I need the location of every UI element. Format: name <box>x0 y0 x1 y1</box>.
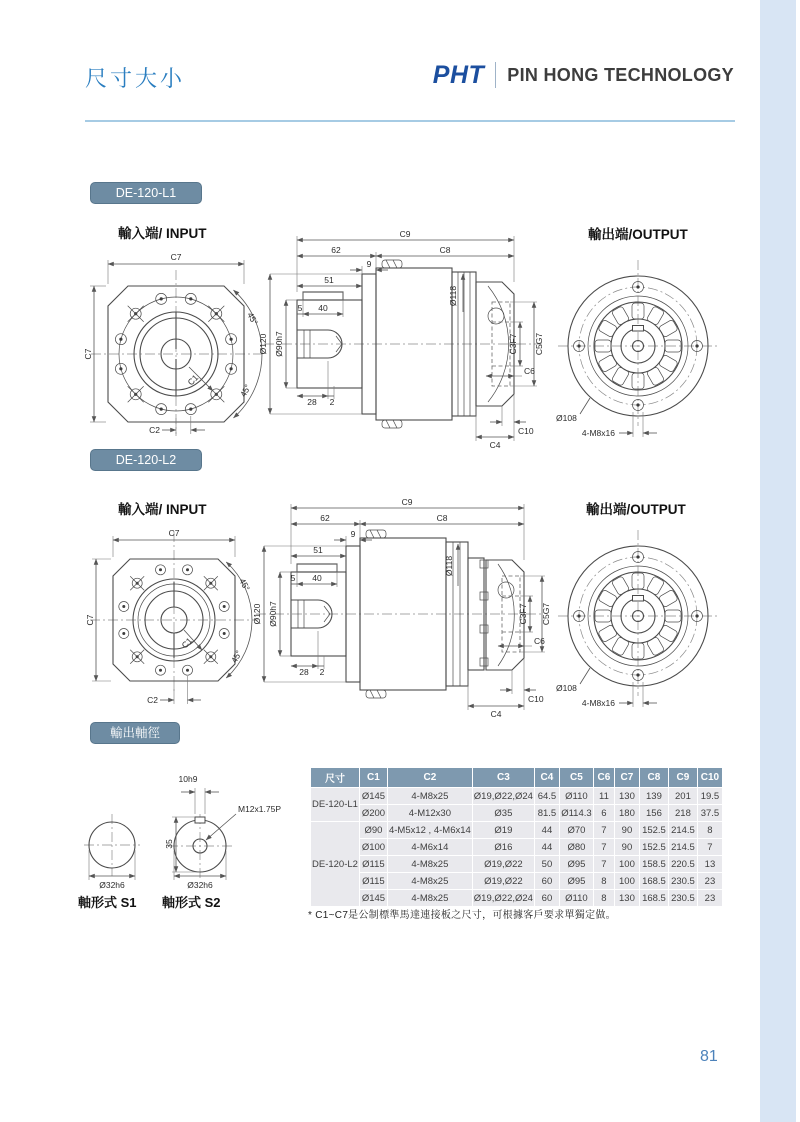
dim-label: 45° <box>237 382 253 399</box>
brand-divider <box>495 62 496 88</box>
dim-label: C5G7 <box>534 332 544 356</box>
table-row <box>311 822 723 839</box>
pht-logo: PHT <box>432 60 485 89</box>
dim-label: Ø120 <box>252 603 262 625</box>
table-cell: Ø16 <box>472 839 534 856</box>
dim-label: 9 <box>366 259 372 269</box>
table-cell: 44 <box>534 839 559 856</box>
dim-label: C7 <box>170 252 182 262</box>
dim-label: M12x1.75P <box>238 804 281 814</box>
dim-label: Ø108 <box>556 413 577 423</box>
l1-side-view-drawing <box>252 226 547 451</box>
output-shaft-badge: 輸出軸徑 <box>90 722 180 744</box>
dim-label: C2 <box>147 695 158 705</box>
dim-label: 45° <box>245 310 261 327</box>
table-cell: 7 <box>593 822 614 839</box>
table-cell: 100 <box>614 856 639 873</box>
table-cell: 23 <box>697 873 722 890</box>
table-footnote: * C1~C7是公制標準馬達連接板之尺寸，可根據客戶要求單獨定做。 <box>308 910 616 921</box>
dim-label: C8 <box>436 513 448 523</box>
table-cell: 8 <box>593 890 614 907</box>
l1-output-label: 輸出端/OUTPUT <box>588 227 688 242</box>
table-header-cell: C5 <box>559 768 593 788</box>
table-header-cell: C8 <box>639 768 668 788</box>
dim-label: 35 <box>164 839 174 849</box>
table-cell: Ø110 <box>559 890 593 907</box>
table-cell: 44 <box>534 822 559 839</box>
table-cell: Ø110 <box>559 788 593 805</box>
dim-label: C6 <box>524 366 535 376</box>
table-cell: 218 <box>668 805 697 822</box>
l2-input-label: 輸入端/ INPUT <box>118 502 207 517</box>
right-accent-band <box>760 0 796 1122</box>
table-cell: 4-M5x12 , 4-M6x14 <box>387 822 472 839</box>
table-header-cell: C4 <box>534 768 559 788</box>
table-row <box>311 856 723 873</box>
table-cell: 201 <box>668 788 697 805</box>
table-header-cell: C10 <box>697 768 722 788</box>
table-cell: 37.5 <box>697 805 722 822</box>
table-row <box>311 805 723 822</box>
l2-side-view-drawing <box>246 494 551 726</box>
dim-label: C10 <box>518 426 534 436</box>
table-cell: Ø100 <box>359 839 387 856</box>
dim-label: 4-M8x16 <box>581 428 615 438</box>
table-row <box>311 873 723 890</box>
dim-label: 51 <box>313 545 323 555</box>
brand-name: PIN HONG TECHNOLOGY <box>507 64 734 85</box>
table-cell: 4-M6x14 <box>387 839 472 856</box>
dim-label: C7 <box>85 614 95 626</box>
shaft-type-s1-label: 軸形式 S1 <box>78 895 137 910</box>
table-cell: 8 <box>697 822 722 839</box>
table-header-row <box>311 768 723 788</box>
table-cell: 50 <box>534 856 559 873</box>
table-cell: 130 <box>614 890 639 907</box>
dim-label: 62 <box>320 513 330 523</box>
table-cell: Ø200 <box>359 805 387 822</box>
dim-label: C3F7 <box>508 333 518 355</box>
dim-label: C7 <box>168 528 180 538</box>
brand-header <box>433 60 734 90</box>
table-cell: Ø145 <box>359 788 387 805</box>
dim-label: 2 <box>329 397 335 407</box>
table-cell: 152.5 <box>639 822 668 839</box>
dim-label: 45° <box>237 576 253 593</box>
dim-label: Ø90h7 <box>268 601 278 627</box>
table-cell: Ø19 <box>472 822 534 839</box>
table-cell: Ø35 <box>472 805 534 822</box>
dim-label: C2 <box>149 425 160 435</box>
table-cell: Ø114.3 <box>559 805 593 822</box>
dim-label: Ø118 <box>448 285 458 307</box>
table-header-cell: C1 <box>359 768 387 788</box>
dim-label: Ø108 <box>556 683 577 693</box>
table-row <box>311 788 723 805</box>
model-badge-de-120-l1: DE-120-L1 <box>90 182 202 204</box>
l1-input-view-drawing <box>83 246 266 436</box>
dim-label: 62 <box>331 245 341 255</box>
table-cell: Ø95 <box>559 856 593 873</box>
table-cell: 4-M8x25 <box>387 856 472 873</box>
dim-label: 28 <box>307 397 317 407</box>
table-group-cell: DE-120-L2 <box>311 822 360 907</box>
dim-label: Ø118 <box>444 555 454 577</box>
dim-label: 51 <box>324 275 334 285</box>
table-cell: 7 <box>697 839 722 856</box>
dim-label: C7 <box>83 348 93 360</box>
table-header-cell: C3 <box>472 768 534 788</box>
table-cell: Ø145 <box>359 890 387 907</box>
header-rule <box>85 120 735 122</box>
table-cell: 7 <box>593 856 614 873</box>
table-cell: 139 <box>639 788 668 805</box>
table-cell: 90 <box>614 822 639 839</box>
l2-output-view-drawing <box>552 518 724 710</box>
table-cell: 214.5 <box>668 839 697 856</box>
table-cell: 4-M8x25 <box>387 788 472 805</box>
table-cell: 11 <box>593 788 614 805</box>
shaft-type-s2-label: 軸形式 S2 <box>162 895 221 910</box>
table-group-cell: DE-120-L1 <box>311 788 360 822</box>
l1-input-label: 輸入端/ INPUT <box>118 226 207 241</box>
dimension-table <box>310 767 723 907</box>
table-cell: 4-M12x30 <box>387 805 472 822</box>
dim-label: C3F7 <box>518 603 528 625</box>
table-cell: Ø70 <box>559 822 593 839</box>
table-cell: 230.5 <box>668 873 697 890</box>
dim-label: 5 <box>297 303 303 313</box>
table-cell: 23 <box>697 890 722 907</box>
l2-output-label: 輸出端/OUTPUT <box>586 502 686 517</box>
table-cell: 168.5 <box>639 873 668 890</box>
dim-label: C9 <box>401 497 413 507</box>
table-row <box>311 890 723 907</box>
table-cell: Ø115 <box>359 856 387 873</box>
table-cell: 100 <box>614 873 639 890</box>
dim-label: 9 <box>350 529 356 539</box>
l2-input-view-drawing <box>85 524 261 705</box>
dim-label: C9 <box>399 229 411 239</box>
table-cell: Ø19,Ø22 <box>472 873 534 890</box>
shaft-s1-drawing <box>76 800 156 892</box>
dim-label: C1 <box>185 372 201 388</box>
dim-label: C1 <box>179 635 195 651</box>
dim-label: 28 <box>299 667 309 677</box>
dim-label: Ø120 <box>258 333 268 355</box>
table-header-cell: C7 <box>614 768 639 788</box>
table-cell: Ø90 <box>359 822 387 839</box>
dim-label: C10 <box>528 694 544 704</box>
dim-label: 45° <box>228 648 244 665</box>
table-cell: 214.5 <box>668 822 697 839</box>
table-cell: 60 <box>534 873 559 890</box>
table-cell: Ø115 <box>359 873 387 890</box>
table-cell: 220.5 <box>668 856 697 873</box>
table-header-cell: C9 <box>668 768 697 788</box>
dim-label: C5G7 <box>541 602 551 626</box>
dim-label: 5 <box>290 573 296 583</box>
dim-label: 40 <box>318 303 328 313</box>
table-cell: Ø80 <box>559 839 593 856</box>
page-title: 尺寸大小 <box>85 66 186 91</box>
table-cell: 156 <box>639 805 668 822</box>
table-cell: 81.5 <box>534 805 559 822</box>
dim-label: C4 <box>489 440 501 450</box>
dim-label: 4-M8x16 <box>581 698 615 708</box>
table-cell: Ø19,Ø22,Ø24 <box>472 890 534 907</box>
dim-label: C4 <box>490 709 502 719</box>
table-cell: 130 <box>614 788 639 805</box>
table-cell: 4-M8x25 <box>387 890 472 907</box>
table-cell: Ø19,Ø22,Ø24 <box>472 788 534 805</box>
dim-label: 40 <box>312 573 322 583</box>
table-cell: 13 <box>697 856 722 873</box>
shaft-s2-drawing <box>148 766 298 891</box>
table-row <box>311 839 723 856</box>
table-cell: 168.5 <box>639 890 668 907</box>
table-cell: 8 <box>593 873 614 890</box>
dim-label: C6 <box>534 636 545 646</box>
table-cell: Ø95 <box>559 873 593 890</box>
dim-label: 10h9 <box>178 774 198 784</box>
table-cell: 152.5 <box>639 839 668 856</box>
table-cell: 64.5 <box>534 788 559 805</box>
table-cell: 7 <box>593 839 614 856</box>
dim-label: Ø90h7 <box>274 331 284 357</box>
model-badge-de-120-l2: DE-120-L2 <box>90 449 202 471</box>
dim-label: Ø32h6 <box>99 880 125 890</box>
table-cell: 4-M8x25 <box>387 873 472 890</box>
table-cell: 6 <box>593 805 614 822</box>
table-cell: 60 <box>534 890 559 907</box>
dim-label: Ø32h6 <box>187 880 213 890</box>
table-cell: 90 <box>614 839 639 856</box>
table-cell: 19.5 <box>697 788 722 805</box>
table-cell: Ø19,Ø22 <box>472 856 534 873</box>
table-cell: 230.5 <box>668 890 697 907</box>
table-header-cell: C2 <box>387 768 472 788</box>
dim-label: 2 <box>319 667 325 677</box>
table-cell: 180 <box>614 805 639 822</box>
dim-label: C8 <box>439 245 451 255</box>
table-header-cell: 尺寸 <box>311 768 360 788</box>
page-number: 81 <box>700 1048 718 1065</box>
table-cell: 158.5 <box>639 856 668 873</box>
l1-output-view-drawing <box>552 248 724 440</box>
table-header-cell: C6 <box>593 768 614 788</box>
